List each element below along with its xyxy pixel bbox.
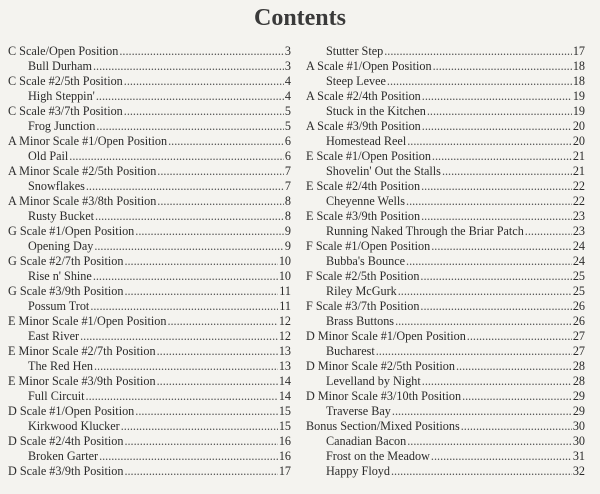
dot-leader <box>86 179 284 194</box>
toc-tune-entry[interactable] <box>8 149 291 164</box>
toc-section-entry[interactable] <box>8 104 291 119</box>
toc-page-number: 29 <box>572 389 585 403</box>
toc-page-number: 21 <box>572 164 585 178</box>
dot-leader <box>427 104 572 119</box>
toc-page-number: 17 <box>278 464 291 478</box>
toc-entry-title: D Minor Scale #1/Open Position <box>306 329 466 343</box>
toc-page-number: 25 <box>572 269 585 283</box>
dot-leader <box>433 59 572 74</box>
toc-section-entry[interactable] <box>8 344 291 359</box>
toc-page-number: 32 <box>572 464 585 478</box>
dot-leader <box>432 149 572 164</box>
toc-entry-title: C Scale #2/5th Position <box>8 74 123 88</box>
toc-entry-title: E Scale #3/9th Position <box>306 209 421 223</box>
dot-leader <box>124 284 278 299</box>
dot-leader <box>406 254 572 269</box>
toc-page-number: 6 <box>284 149 291 163</box>
toc-section-entry[interactable] <box>306 329 585 344</box>
toc-section-entry[interactable] <box>306 89 585 104</box>
toc-entry-title: A Scale #1/Open Position <box>306 59 432 73</box>
toc-page-number: 19 <box>572 104 585 118</box>
toc-page-number: 25 <box>572 284 585 298</box>
toc-entry-title: Shovelin' Out the Stalls <box>326 164 441 178</box>
toc-entry-title: Happy Floyd <box>326 464 390 478</box>
toc-page-number: 19 <box>572 89 585 103</box>
toc-entry-title: Full Circuit <box>28 389 85 403</box>
toc-entry-title: D Minor Scale #3/10th Position <box>306 389 462 403</box>
dot-leader <box>467 329 572 344</box>
toc-entry-title: Canadian Bacon <box>326 434 407 448</box>
dot-leader <box>431 239 572 254</box>
page-title: Contents <box>253 5 346 31</box>
toc-tune-entry[interactable] <box>306 374 585 389</box>
toc-page-number: 31 <box>572 449 585 463</box>
toc-entry-title: A Minor Scale #2/5th Position <box>8 164 157 178</box>
toc-page-number: 29 <box>572 404 585 418</box>
toc-entry-title: Frost on the Meadow <box>326 449 430 463</box>
toc-entry-title: A Scale #3/9th Position <box>306 119 421 133</box>
toc-entry-title: Bull Durham <box>28 59 92 73</box>
dot-leader <box>119 44 284 59</box>
toc-entry-title: Running Naked Through the Briar Patch <box>326 224 524 238</box>
toc-section-entry[interactable] <box>8 194 291 209</box>
dot-leader <box>398 284 572 299</box>
dot-leader <box>157 344 278 359</box>
toc-entry-title: East River <box>28 329 80 343</box>
toc-entry-title: Old Pail <box>28 149 69 163</box>
toc-page-number: 18 <box>572 59 585 73</box>
toc-entry-title: Rise n' Shine <box>28 269 92 283</box>
dot-leader <box>406 194 572 209</box>
dot-leader <box>421 179 572 194</box>
toc-tune-entry[interactable] <box>306 314 585 329</box>
dot-leader <box>94 359 278 374</box>
dot-leader <box>124 104 284 119</box>
dot-leader <box>422 89 572 104</box>
dot-leader <box>124 74 284 89</box>
toc-entry-title: F Scale #1/Open Position <box>306 239 431 253</box>
toc-page-number: 21 <box>572 149 585 163</box>
toc-page-number: 24 <box>572 254 585 268</box>
toc-entry-title: Bucharest <box>326 344 375 358</box>
dot-leader <box>525 224 572 239</box>
toc-page-number: 22 <box>572 194 585 208</box>
toc-entry-title: A Minor Scale #3/8th Position <box>8 194 157 208</box>
toc-page-number: 13 <box>278 359 291 373</box>
toc-entry-title: C Scale/Open Position <box>8 44 119 58</box>
toc-section-entry[interactable] <box>8 164 291 179</box>
toc-tune-entry[interactable] <box>8 419 291 434</box>
toc-entry-title: Brass Buttons <box>326 314 395 328</box>
toc-page-number: 5 <box>284 119 291 133</box>
dot-leader <box>157 374 278 389</box>
toc-page-number: 28 <box>572 374 585 388</box>
toc-page-number: 23 <box>572 224 585 238</box>
toc-entry-title: E Scale #1/Open Position <box>306 149 431 163</box>
toc-tune-entry[interactable] <box>8 329 291 344</box>
toc-page-number: 16 <box>278 434 291 448</box>
toc-page-number: 15 <box>278 419 291 433</box>
toc-tune-entry[interactable] <box>8 119 291 134</box>
toc-page-number: 10 <box>278 254 291 268</box>
dot-leader <box>80 329 278 344</box>
toc-page-number: 4 <box>284 89 291 103</box>
toc-tune-entry[interactable] <box>306 134 585 149</box>
toc-tune-entry[interactable] <box>8 269 291 284</box>
toc-page-number: 9 <box>284 224 291 238</box>
toc-page-number: 27 <box>572 329 585 343</box>
toc-page-number: 7 <box>284 179 291 193</box>
toc-section-entry[interactable] <box>306 149 585 164</box>
toc-page-number: 10 <box>278 269 291 283</box>
toc-page-number: 20 <box>572 134 585 148</box>
toc-tune-entry[interactable] <box>306 194 585 209</box>
toc-entry-title: A Minor Scale #1/Open Position <box>8 134 168 148</box>
dot-leader <box>431 449 572 464</box>
dot-leader <box>420 299 571 314</box>
toc-tune-entry[interactable] <box>8 239 291 254</box>
toc-page-number: 5 <box>284 104 291 118</box>
toc-entry-title: G Scale #2/7th Position <box>8 254 124 268</box>
toc-entry-title: Traverse Bay <box>326 404 391 418</box>
toc-page-number: 4 <box>284 74 291 88</box>
toc-page-number: 24 <box>572 239 585 253</box>
toc-section-entry[interactable] <box>306 299 585 314</box>
toc-page-number: 8 <box>284 209 291 223</box>
toc-entry-title: Opening Day <box>28 239 94 253</box>
toc-tune-entry[interactable] <box>8 299 291 314</box>
toc-page-number: 6 <box>284 134 291 148</box>
toc-page-number: 16 <box>278 449 291 463</box>
toc-entry-title: The Red Hen <box>28 359 93 373</box>
toc-entry-title: G Scale #1/Open Position <box>8 224 135 238</box>
toc-tune-entry[interactable] <box>306 224 585 239</box>
toc-entry-title: A Scale #2/4th Position <box>306 89 421 103</box>
toc-section-entry[interactable] <box>8 284 291 299</box>
toc-tune-entry[interactable] <box>306 449 585 464</box>
dot-leader <box>69 149 284 164</box>
dot-leader <box>121 419 278 434</box>
toc-tune-entry[interactable] <box>306 464 585 479</box>
toc-tune-entry[interactable] <box>8 179 291 194</box>
toc-entry-title: Cheyenne Wells <box>326 194 406 208</box>
dot-leader <box>420 269 571 284</box>
dot-leader <box>442 164 572 179</box>
toc-section-entry[interactable] <box>8 314 291 329</box>
toc-tune-entry[interactable] <box>8 209 291 224</box>
toc-entry-title: Rusty Bucket <box>28 209 95 223</box>
toc-page-number: 17 <box>572 44 585 58</box>
dot-leader <box>124 464 277 479</box>
dot-leader <box>407 434 572 449</box>
toc-page-number: 18 <box>572 74 585 88</box>
dot-leader <box>392 404 572 419</box>
toc-entry-title: Bubba's Bounce <box>326 254 406 268</box>
toc-tune-entry[interactable] <box>8 89 291 104</box>
toc-tune-entry[interactable] <box>306 44 585 59</box>
toc-entry-title: Riley McGurk <box>326 284 397 298</box>
toc-page-number: 14 <box>278 374 291 388</box>
dot-leader <box>387 74 572 89</box>
dot-leader <box>86 389 278 404</box>
toc-section-entry[interactable] <box>8 254 291 269</box>
toc-page-number: 30 <box>572 419 585 433</box>
toc-left-column <box>8 44 291 479</box>
dot-leader <box>96 119 284 134</box>
toc-page-number: 23 <box>572 209 585 223</box>
dot-leader <box>94 239 284 254</box>
toc-section-entry[interactable] <box>306 269 585 284</box>
toc-tune-entry[interactable] <box>306 284 585 299</box>
toc-entry-title: Bonus Section/Mixed Positions <box>306 419 460 433</box>
toc-page-number: 12 <box>278 314 291 328</box>
toc-page-number: 26 <box>572 314 585 328</box>
dot-leader <box>157 194 284 209</box>
toc-tune-entry[interactable] <box>8 359 291 374</box>
toc-entry-title: E Minor Scale #3/9th Position <box>8 374 156 388</box>
toc-entry-title: Steep Levee <box>326 74 386 88</box>
toc-page-number: 22 <box>572 179 585 193</box>
toc-entry-title: Snowflakes <box>28 179 85 193</box>
toc-section-entry[interactable] <box>306 119 585 134</box>
toc-page-number: 3 <box>284 44 291 58</box>
toc-tune-entry[interactable] <box>8 449 291 464</box>
dot-leader <box>96 89 284 104</box>
dot-leader <box>124 254 277 269</box>
toc-entry-title: Stutter Step <box>326 44 384 58</box>
toc-page-number: 20 <box>572 119 585 133</box>
toc-page-number: 30 <box>572 434 585 448</box>
toc-tune-entry[interactable] <box>306 104 585 119</box>
toc-section-entry[interactable] <box>8 464 291 479</box>
dot-leader <box>124 434 277 449</box>
toc-section-entry[interactable] <box>306 239 585 254</box>
toc-entry-title: C Scale #3/7th Position <box>8 104 123 118</box>
dot-leader <box>456 359 572 374</box>
toc-right-column <box>306 44 585 479</box>
toc-section-entry[interactable] <box>306 419 585 434</box>
toc-entry-title: Levelland by Night <box>326 374 421 388</box>
dot-leader <box>407 134 572 149</box>
toc-entry-title: D Scale #3/9th Position <box>8 464 124 478</box>
toc-page-number: 28 <box>572 359 585 373</box>
dot-leader <box>167 314 277 329</box>
toc-entry-title: High Steppin' <box>28 89 95 103</box>
dot-leader <box>376 344 572 359</box>
dot-leader <box>391 464 572 479</box>
toc-section-entry[interactable] <box>306 179 585 194</box>
toc-page-number: 11 <box>279 299 291 313</box>
toc-section-entry[interactable] <box>306 389 585 404</box>
toc-page-number: 26 <box>572 299 585 313</box>
dot-leader <box>135 404 278 419</box>
toc-section-entry[interactable] <box>8 224 291 239</box>
toc-page-number: 3 <box>284 59 291 73</box>
toc-page-number: 9 <box>284 239 291 253</box>
dot-leader <box>157 164 284 179</box>
toc-section-entry[interactable] <box>306 209 585 224</box>
toc-page-number: 13 <box>278 344 291 358</box>
dot-leader <box>421 209 572 224</box>
dot-leader <box>95 209 284 224</box>
dot-leader <box>395 314 572 329</box>
dot-leader <box>93 269 278 284</box>
toc-tune-entry[interactable] <box>8 59 291 74</box>
toc-tune-entry[interactable] <box>306 164 585 179</box>
dot-leader <box>422 119 572 134</box>
toc-page-number: 12 <box>278 329 291 343</box>
dot-leader <box>90 299 278 314</box>
toc-section-entry[interactable] <box>306 59 585 74</box>
toc-entry-title: E Minor Scale #1/Open Position <box>8 314 167 328</box>
toc-section-entry[interactable] <box>8 434 291 449</box>
dot-leader <box>93 59 284 74</box>
dot-leader <box>384 44 572 59</box>
toc-entry-title: F Scale #2/5th Position <box>306 269 420 283</box>
toc-tune-entry[interactable] <box>306 344 585 359</box>
dot-leader <box>422 374 572 389</box>
toc-entry-title: Kirkwood Klucker <box>28 419 120 433</box>
toc-entry-title: Homestead Reel <box>326 134 407 148</box>
toc-entry-title: D Scale #2/4th Position <box>8 434 124 448</box>
toc-tune-entry[interactable] <box>8 389 291 404</box>
toc-entry-title: Broken Garter <box>28 449 99 463</box>
toc-entry-title: D Scale #1/Open Position <box>8 404 135 418</box>
toc-section-entry[interactable] <box>8 134 291 149</box>
toc-entry-title: E Scale #2/4th Position <box>306 179 421 193</box>
dot-leader <box>461 419 572 434</box>
toc-section-entry[interactable] <box>8 44 291 59</box>
toc-page-number: 7 <box>284 164 291 178</box>
dot-leader <box>99 449 278 464</box>
toc-tune-entry[interactable] <box>306 404 585 419</box>
toc-entry-title: G Scale #3/9th Position <box>8 284 124 298</box>
toc-entry-title: Stuck in the Kitchen <box>326 104 426 118</box>
dot-leader <box>168 134 284 149</box>
toc-entry-title: Frog Junction <box>28 119 96 133</box>
toc-page-number: 8 <box>284 194 291 208</box>
toc-tune-entry[interactable] <box>306 74 585 89</box>
toc-entry-title: D Minor Scale #2/5th Position <box>306 359 455 373</box>
toc-section-entry[interactable] <box>8 404 291 419</box>
toc-page-number: 27 <box>572 344 585 358</box>
toc-tune-entry[interactable] <box>306 434 585 449</box>
toc-section-entry[interactable] <box>8 74 291 89</box>
toc-page-number: 11 <box>279 284 291 298</box>
dot-leader <box>462 389 572 404</box>
toc-page-number: 15 <box>278 404 291 418</box>
toc-tune-entry[interactable] <box>306 254 585 269</box>
toc-entry-title: Possum Trot <box>28 299 90 313</box>
toc-page-number: 14 <box>278 389 291 403</box>
dot-leader <box>135 224 284 239</box>
toc-section-entry[interactable] <box>8 374 291 389</box>
toc-entry-title: F Scale #3/7th Position <box>306 299 420 313</box>
toc-section-entry[interactable] <box>306 359 585 374</box>
toc-entry-title: E Minor Scale #2/7th Position <box>8 344 156 358</box>
